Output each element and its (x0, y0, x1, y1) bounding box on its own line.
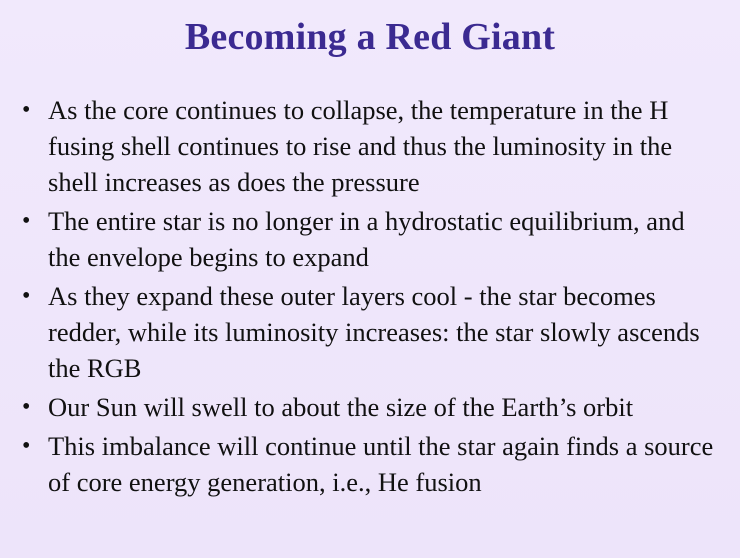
bullet-list (0, 92, 740, 503)
bullet-dot-icon: • (22, 394, 31, 420)
bullet-dot-icon: • (22, 97, 31, 123)
bullet-text: The entire star is no longer in a hydrostatic equilibrium, and the envelope begins to expand (48, 206, 685, 272)
bullet-item (0, 278, 740, 386)
bullet-text: As the core continues to collapse, the temperature in the H fusing shell continues to rise and thus the luminosity in the shell increases as does the pressure (48, 95, 673, 197)
slide-title: Becoming a Red Giant (184, 16, 556, 58)
bullet-text: As they expand these outer layers cool - the star becomes redder, while its luminosity increases: the star slowly ascends the RGB (48, 281, 700, 383)
bullet-item (0, 92, 740, 200)
bullet-item (0, 428, 740, 500)
bullet-dot-icon: • (22, 433, 31, 459)
bullet-text: Our Sun will swell to about the size of the Earth’s orbit (48, 392, 634, 422)
bullet-text: This imbalance will continue until the star again finds a source of core energy generation, i.e., He fusion (48, 431, 714, 497)
bullet-dot-icon: • (22, 283, 31, 309)
bullet-dot-icon: • (22, 208, 31, 234)
bullet-item (0, 203, 740, 275)
bullet-item (0, 389, 740, 425)
